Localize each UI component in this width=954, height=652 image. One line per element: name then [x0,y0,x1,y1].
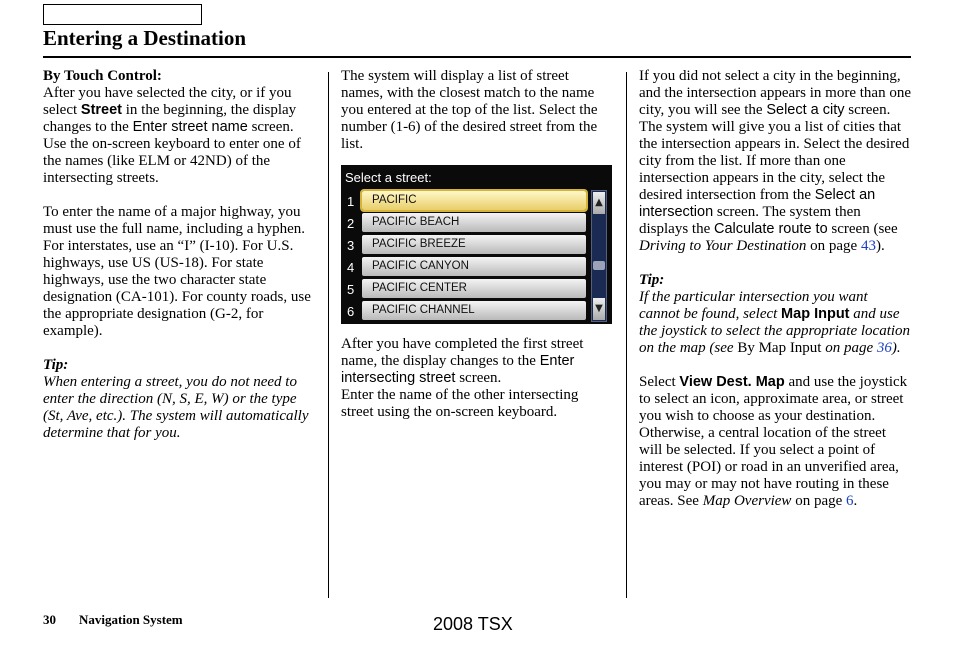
street-list-item[interactable] [341,300,591,322]
street-button[interactable]: PACIFIC CANYON [362,257,586,276]
street-button[interactable]: PACIFIC CHANNEL [362,301,586,320]
tip-heading: Tip: [43,357,69,373]
footer-label: Navigation System [79,612,183,627]
paragraph: After you have selected the city, or if you select Street in the beginning, the display changes to the Enter street name screen. Use the on-screen keyboard to enter one of the names (like ELM or 42ND) of the intersecting streets. [43,85,301,186]
item-number: 1 [347,194,355,209]
tip-text: When entering a street, you do not need to enter the direction (N, S, E, W) or the type (St, Ave, etc.). The system will automatically determine that for you. [43,374,309,441]
scroll-thumb[interactable] [593,261,605,270]
paragraph: After you have completed the first street name, the display changes to the Enter intersecting street screen. [341,336,584,386]
column-2 [341,68,613,421]
scrollbar[interactable] [591,190,607,322]
screen-title: Select a street: [345,170,432,185]
column-1 [43,68,315,442]
street-button[interactable]: PACIFIC CENTER [362,279,586,298]
item-number: 4 [347,260,355,275]
down-arrow-icon[interactable]: ▼ [593,298,605,320]
up-arrow-icon[interactable]: ▲ [593,192,605,214]
select-street-screenshot [341,165,612,324]
paragraph: If you did not select a city in the beginning, and the intersection appears in more than one city, you will see the Select a city screen. The system will give you a list of cities that the intersection appears in. Select the desired city from the list. If more than one intersection appears in the city, select the desired intersection from the Select an intersection screen. The system then displays the Calculate route to screen (see Driving to Your Destination on page 43). [639,68,911,254]
column-divider [626,72,627,598]
page-link[interactable]: 36 [876,340,892,356]
street-button[interactable]: PACIFIC [362,191,586,210]
street-list-item[interactable] [341,234,591,256]
tip-text: If the particular intersection you want cannot be found, select Map Input and use the joystick to select the appropriate location on the map (see By Map Input on page 36). [639,289,911,356]
street-button[interactable]: PACIFIC BREEZE [362,235,586,254]
page-title: Entering a Destination [43,26,247,50]
paragraph: Select View Dest. Map and use the joystick to select an icon, approximate area, or street you wish to choose as your destination. Otherwise, a central location of the street will be selected. If you select a point of interest (POI) or road in an unverified area, you may or may not have routing in these areas. See Map Overview on page 6. [639,374,908,509]
column-3 [639,68,911,510]
street-list-item[interactable] [341,278,591,300]
page-link[interactable]: 6 [846,493,854,509]
page-number: 30 [43,612,56,627]
footer-model: 2008 TSX [433,614,513,634]
header-box [43,4,202,25]
item-number: 5 [347,282,355,297]
item-number: 2 [347,216,355,231]
street-list-item[interactable] [341,256,591,278]
title-rule [43,56,911,58]
paragraph: The system will display a list of street names, with the closest match to the name you entered at the top of the list. Select the number (1-6) of the desired street from the list. [341,68,598,152]
page-link[interactable]: 43 [860,238,876,254]
section-heading: By Touch Control: [43,68,162,84]
paragraph: Enter the name of the other intersecting street using the on-screen keyboard. [341,387,579,420]
street-list-item[interactable] [341,190,591,212]
item-number: 3 [347,238,355,253]
paragraph: To enter the name of a major highway, you must use the full name, including a hyphen. For interstates, use an “I” (I-10). For U.S. highways, use US (US-18). For state highways, use the two character state designation (CA-101). For county roads, use the appropriate designation (G-2, for example). [43,204,311,339]
street-list-item[interactable] [341,212,591,234]
street-button[interactable]: PACIFIC BEACH [362,213,586,232]
column-divider [328,72,329,598]
tip-heading: Tip: [639,272,665,288]
item-number: 6 [347,304,355,319]
